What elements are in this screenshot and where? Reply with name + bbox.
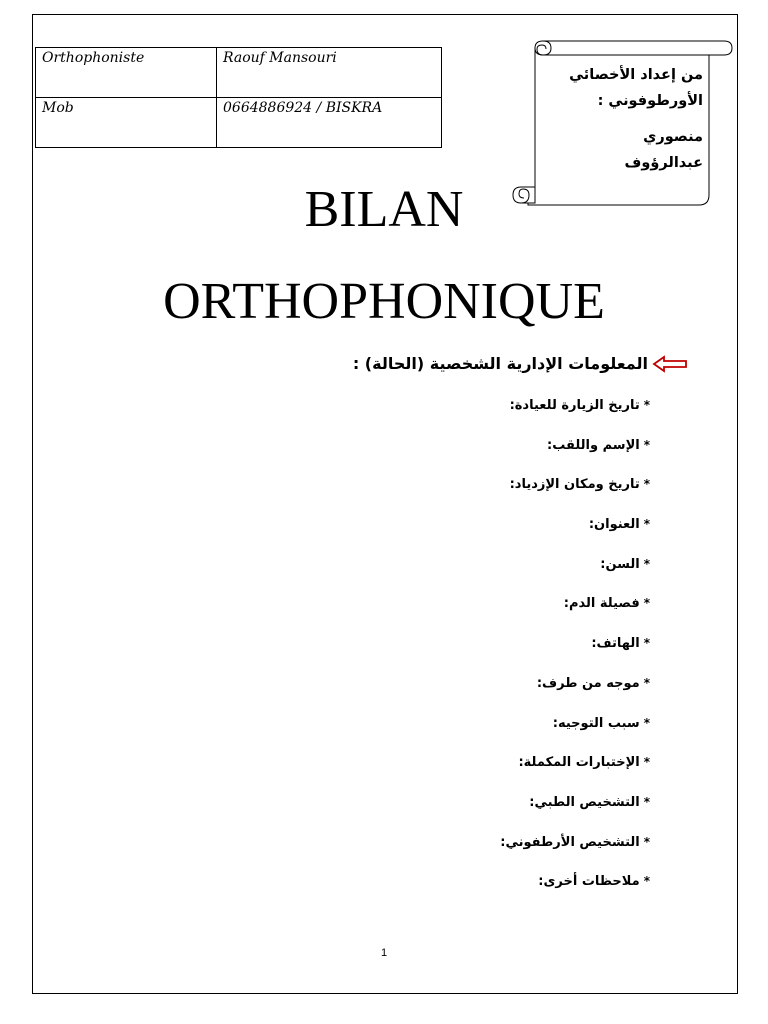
contact-label-mobile: Mob — [36, 98, 217, 148]
scroll-text — [533, 62, 703, 176]
page-number: 1 — [380, 947, 388, 959]
form-field — [250, 557, 650, 597]
form-field-label: الإسم واللقب: — [547, 437, 640, 453]
bullet-star-icon: * — [643, 556, 650, 571]
bullet-star-icon: * — [643, 517, 650, 532]
form-field — [250, 438, 650, 478]
scroll-line-specialist: الأورطوفوني : — [597, 93, 703, 109]
form-field-label: ملاحظات أخرى: — [538, 874, 640, 890]
section-heading-text: المعلومات الإدارية الشخصية (الحالة) : — [352, 354, 648, 373]
form-field-label: العنوان: — [588, 517, 640, 533]
form-field-label: السن: — [600, 556, 640, 572]
bullet-star-icon: * — [643, 755, 650, 770]
form-field — [250, 835, 650, 875]
bullet-star-icon: * — [643, 675, 650, 690]
bullet-star-icon: * — [643, 437, 650, 452]
form-field — [250, 716, 650, 756]
scroll-line-given-name: عبدالرؤوف — [624, 155, 703, 171]
bullet-star-icon: * — [643, 596, 650, 611]
scroll-line-prepared-by: من إعداد الأخصائي — [569, 67, 703, 83]
contact-value-name: Raouf Mansouri — [217, 48, 442, 98]
contact-row — [36, 98, 442, 148]
form-fields — [250, 398, 650, 914]
section-heading — [353, 354, 688, 373]
bullet-star-icon: * — [643, 715, 650, 730]
left-arrow-icon — [652, 355, 688, 373]
bullet-star-icon: * — [643, 636, 650, 651]
form-field-label: سبب التوجيه: — [552, 715, 640, 731]
form-field — [250, 517, 650, 557]
form-field-label: التشخيص الطبي: — [529, 794, 640, 810]
form-field — [250, 636, 650, 676]
contact-value-mobile: 0664886924 / BISKRA — [217, 98, 442, 148]
document-title-line1: BILAN — [304, 181, 464, 238]
bullet-star-icon: * — [643, 398, 650, 412]
bullet-star-icon: * — [643, 834, 650, 849]
contact-table — [35, 47, 442, 148]
form-field-label: التشخيص الأرطفوني: — [500, 834, 640, 850]
contact-label-profession: Orthophoniste — [36, 48, 217, 98]
form-field — [250, 874, 650, 914]
scroll-line-surname: منصوري — [643, 129, 703, 145]
form-field-label: الإختبارات المكملة: — [518, 755, 640, 771]
bullet-star-icon: * — [643, 794, 650, 809]
form-field — [250, 795, 650, 835]
contact-row — [36, 48, 442, 98]
form-field-label: الهاتف: — [591, 636, 640, 652]
form-field-label: تاريخ الزيارة للعيادة: — [509, 398, 640, 413]
form-field — [250, 477, 650, 517]
form-field-label: موجه من طرف: — [536, 675, 640, 691]
form-field-label: فصيلة الدم: — [563, 596, 640, 612]
form-field-label: تاريخ ومكان الإزدياد: — [509, 477, 640, 493]
form-field — [250, 755, 650, 795]
bullet-star-icon: * — [643, 477, 650, 492]
form-field — [250, 596, 650, 636]
form-field — [250, 676, 650, 716]
form-field — [250, 398, 650, 438]
document-title-line2: ORTHOPHONIQUE — [163, 273, 605, 330]
bullet-star-icon: * — [643, 874, 650, 889]
